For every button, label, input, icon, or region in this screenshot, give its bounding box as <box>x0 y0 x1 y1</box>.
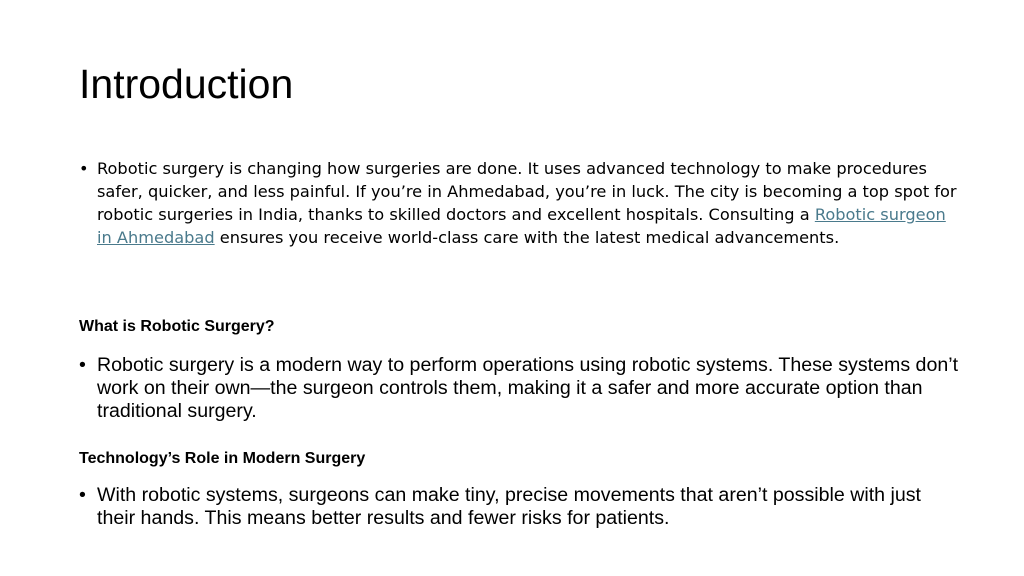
section1-paragraph <box>79 354 959 423</box>
robotic-surgeon-link[interactable]: Robotic surgeon in Ahmedabad <box>97 205 946 247</box>
section2-bullet-item <box>79 484 959 530</box>
intro-paragraph <box>79 157 959 249</box>
section2-paragraph <box>79 484 959 530</box>
section2-text: With robotic systems, surgeons can make tiny, precise movements that aren’t possible with just their hands. This means better results and fewer risks for patients. <box>97 484 921 529</box>
bullet-marker: • <box>79 484 86 506</box>
section-heading-technology: Technology’s Role in Modern Surgery <box>79 450 366 467</box>
intro-text-after: ensures you receive world-class care with the latest medical advancements. <box>214 228 840 247</box>
bullet-marker: • <box>79 159 89 178</box>
section-heading-what-is: What is Robotic Surgery? <box>79 318 275 335</box>
slide-title: Introduction <box>79 61 294 107</box>
bullet-marker: • <box>79 354 86 376</box>
intro-text <box>97 157 959 249</box>
section1-bullet-item <box>79 354 959 423</box>
intro-bullet-item <box>79 157 959 249</box>
intro-text-before: Robotic surgery is changing how surgeries are done. It uses advanced technology to make procedures safer, quicker, and less painful. If you’re in Ahmedabad, you’re in luck. The city is becoming a top spot for robotic surgeries in India, thanks to skilled doctors and excellent hospitals. Consulting a <box>97 159 957 224</box>
section1-text: Robotic surgery is a modern way to perform operations using robotic systems. These systems don’t work on their own—the surgeon controls them, making it a safer and more accurate option than traditional surgery. <box>97 354 959 422</box>
